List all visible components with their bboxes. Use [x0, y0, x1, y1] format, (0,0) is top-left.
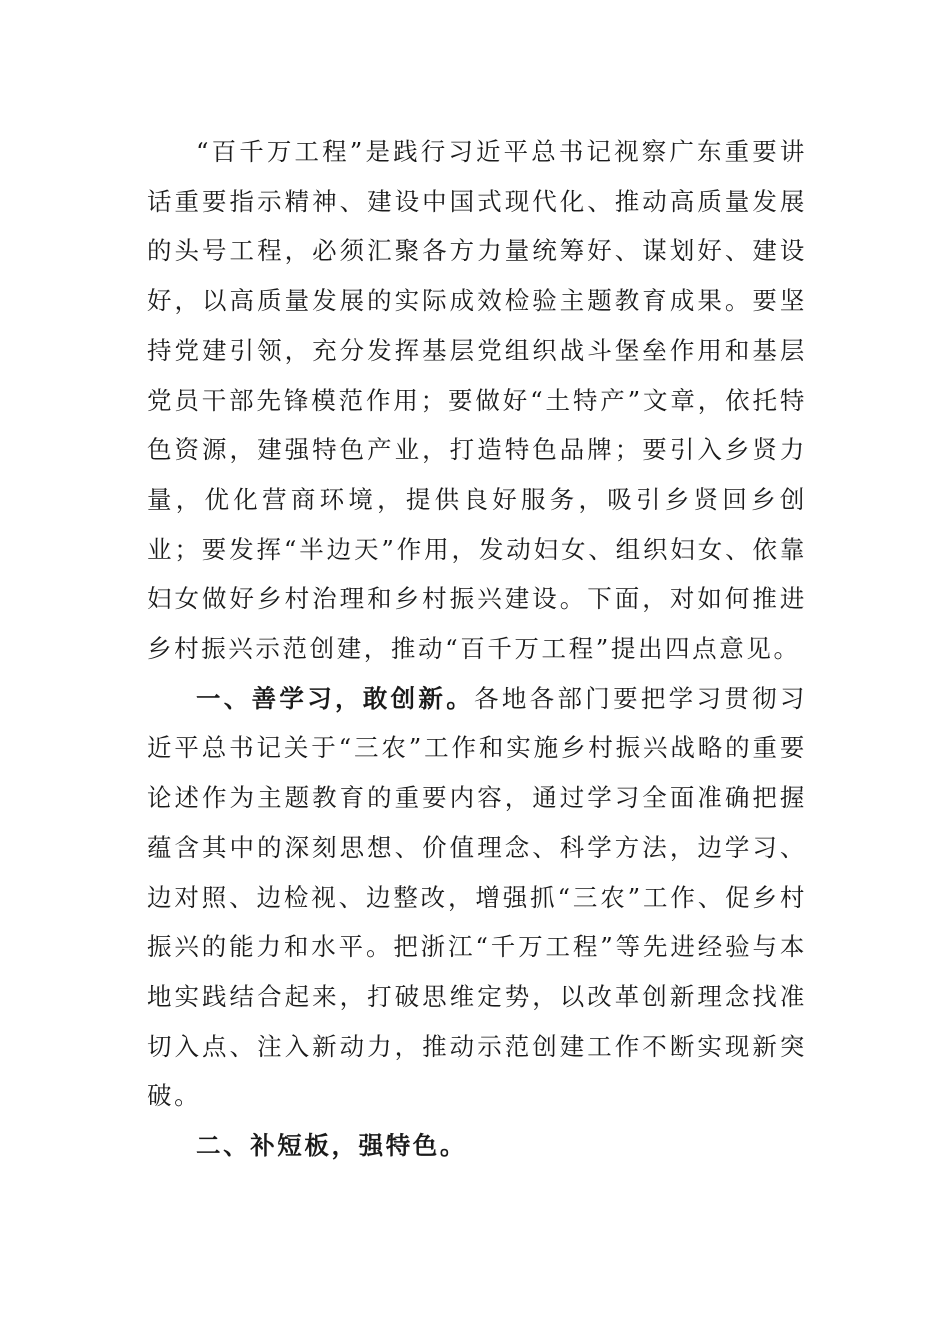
section-heading: 一、善学习，敢创新。: [196, 683, 475, 713]
paragraph-section-two: [147, 1121, 807, 1171]
document-body: [147, 127, 807, 1171]
paragraph-intro: [147, 127, 807, 674]
paragraph-text: “百千万工程”是践行习近平总书记视察广东重要讲话重要指示精神、建设中国式现代化、推动高质量发展的头号工程，必须汇聚各方力量统筹好、谋划好、建设好，以高质量发展的实际成效检验主题教育成果。要坚持党建引领，充分发挥基层党组织战斗堡垒作用和基层党员干部先锋模范作用；要做好“土特产”文章，依托特色资源，建强特色产业，打造特色品牌；要引入乡贤力量，优化营商环境，提供良好服务，吸引乡贤回乡创业；要发挥“半边天”作用，发动妇女、组织妇女、依靠妇女做好乡村治理和乡村振兴建设。下面，对如何推进乡村振兴示范创建，推动“百千万工程”提出四点意见。: [147, 137, 807, 664]
section-heading: 二、补短板，强特色。: [196, 1131, 467, 1161]
paragraph-text: 各地各部门要把学习贯彻习近平总书记关于“三农”工作和实施乡村振兴战略的重要论述作为主题教育的重要内容，通过学习全面准确把握蕴含其中的深刻思想、价值理念、科学方法，边学习、边对照、边检视、边整改，增强抓“三农”工作、促乡村振兴的能力和水平。把浙江“千万工程”等先进经验与本地实践结合起来，打破思维定势，以改革创新理念找准切入点、注入新动力，推动示范创建工作不断实现新突破。: [147, 683, 807, 1111]
paragraph-section-one: [147, 674, 807, 1121]
